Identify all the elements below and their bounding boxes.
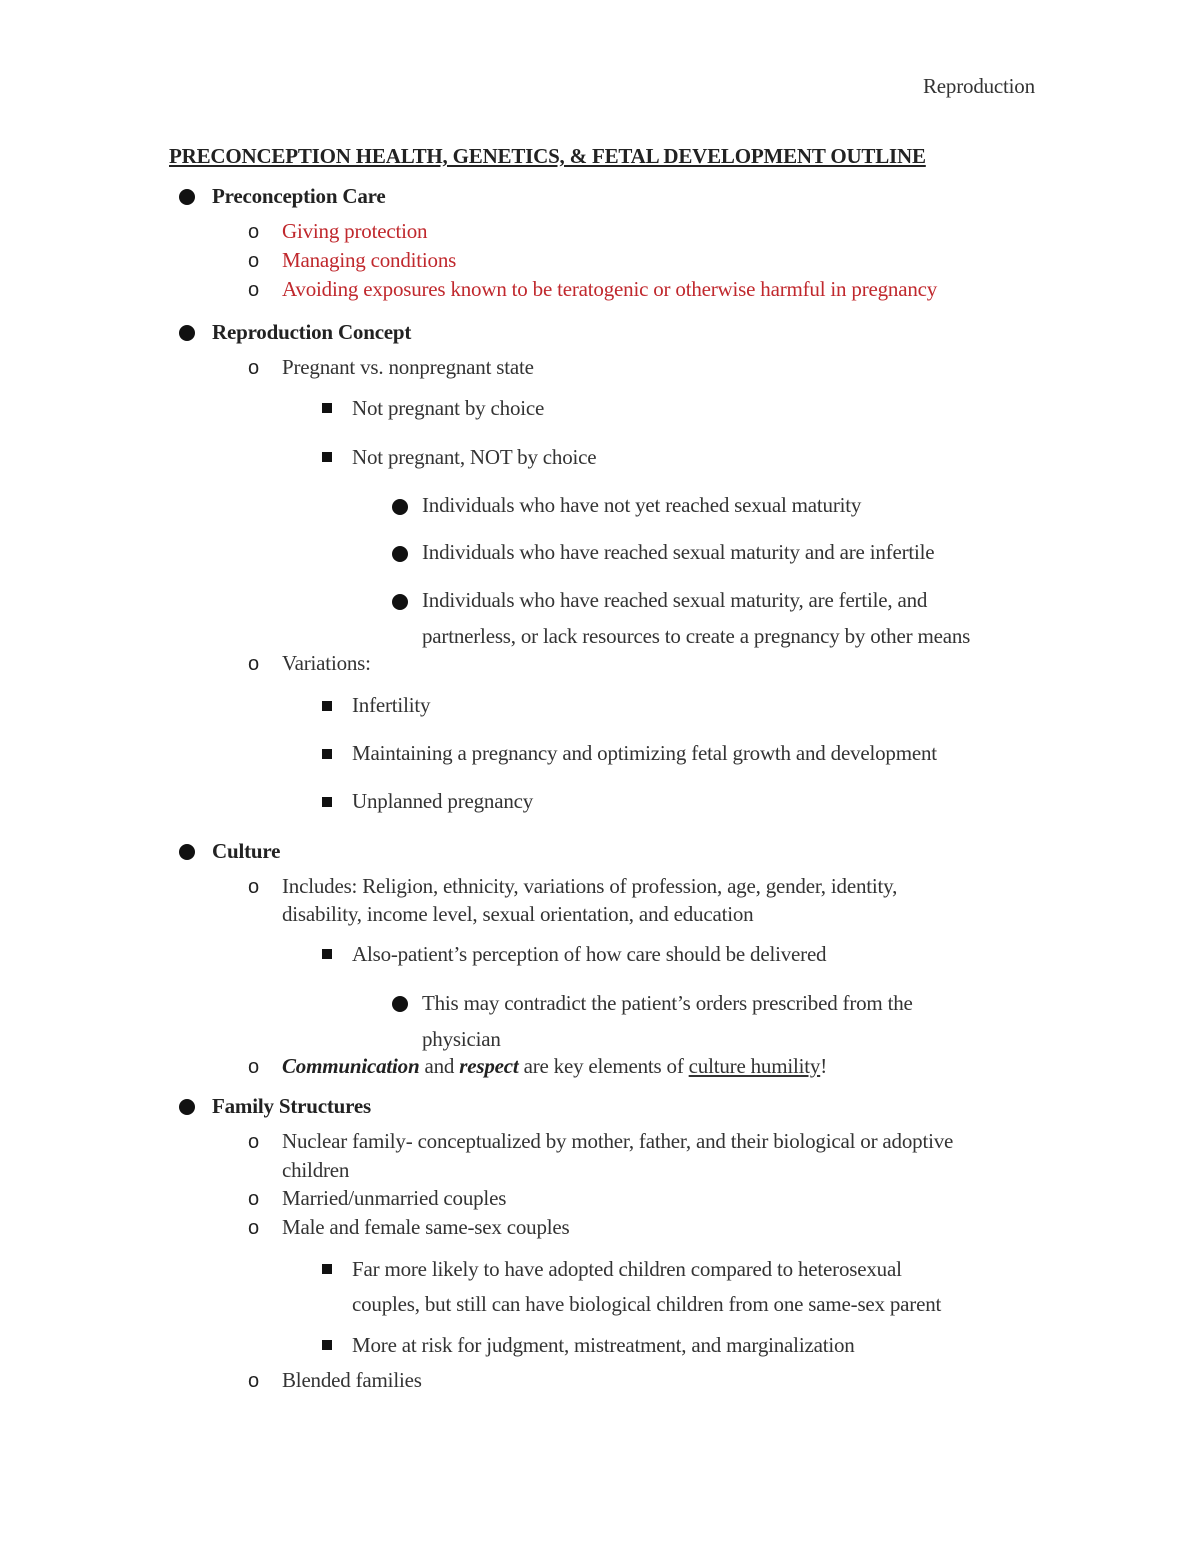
bullet-dot-icon <box>392 499 408 515</box>
circle-bullet-icon: o <box>248 876 260 898</box>
list-item: Individuals who have reached sexual maturity, are fertile, and <box>422 588 928 612</box>
bullet-dot-icon <box>179 844 195 860</box>
list-item: Unplanned pregnancy <box>352 789 534 813</box>
circle-bullet-icon: o <box>248 1131 260 1153</box>
list-item: Giving protection <box>282 219 428 243</box>
emphasis-respect: respect <box>459 1054 519 1078</box>
section-heading-reproduction-concept: Reproduction Concept <box>212 320 412 344</box>
circle-bullet-icon: o <box>248 653 260 675</box>
circle-bullet-icon: o <box>248 221 260 243</box>
list-item: Married/unmarried couples <box>282 1186 507 1210</box>
bullet-dot-icon <box>392 546 408 562</box>
emphasis-communication: Communication <box>282 1054 420 1078</box>
list-item: Also-patient’s perception of how care should be delivered <box>352 942 827 966</box>
circle-bullet-icon: o <box>248 1217 260 1239</box>
list-item: Blended families <box>282 1368 422 1392</box>
circle-bullet-icon: o <box>248 250 260 272</box>
list-item: Pregnant vs. nonpregnant state <box>282 355 534 379</box>
list-item: Male and female same-sex couples <box>282 1215 570 1239</box>
circle-bullet-icon: o <box>248 1188 260 1210</box>
list-item-continuation: partnerless, or lack resources to create a pregnancy by other means <box>422 624 971 648</box>
square-bullet-icon <box>322 949 332 959</box>
bullet-dot-icon <box>392 594 408 610</box>
list-item: Not pregnant, NOT by choice <box>352 445 597 469</box>
square-bullet-icon <box>322 452 332 462</box>
underlined-culture-humility: culture humility <box>688 1054 821 1078</box>
square-bullet-icon <box>322 403 332 413</box>
document-title: PRECONCEPTION HEALTH, GENETICS, & FETAL DEVELOPMENT OUTLINE <box>169 144 926 168</box>
text-run: ! <box>820 1054 827 1078</box>
circle-bullet-icon: o <box>248 1056 260 1078</box>
square-bullet-icon <box>322 1340 332 1350</box>
list-item: Individuals who have not yet reached sexual maturity <box>422 493 862 517</box>
list-item: Variations: <box>282 651 371 675</box>
square-bullet-icon <box>322 749 332 759</box>
bullet-dot-icon <box>179 189 195 205</box>
list-item: Managing conditions <box>282 248 457 272</box>
list-item: Maintaining a pregnancy and optimizing fetal growth and development <box>352 741 937 765</box>
bullet-dot-icon <box>392 996 408 1012</box>
text-run: and <box>419 1054 460 1078</box>
list-item: Far more likely to have adopted children compared to heterosexual <box>352 1257 902 1281</box>
list-item-continuation: disability, income level, sexual orientation, and education <box>282 902 754 926</box>
circle-bullet-icon: o <box>248 279 260 301</box>
list-item-continuation: couples, but still can have biological children from one same-sex parent <box>352 1292 942 1316</box>
text-run: are key elements of <box>518 1054 689 1078</box>
section-heading-family-structures: Family Structures <box>212 1094 371 1118</box>
square-bullet-icon <box>322 1264 332 1274</box>
list-item: Not pregnant by choice <box>352 396 545 420</box>
list-item-continuation: children <box>282 1158 350 1182</box>
list-item: Individuals who have reached sexual maturity and are infertile <box>422 540 935 564</box>
square-bullet-icon <box>322 797 332 807</box>
list-item-communication <box>282 1056 827 1077</box>
circle-bullet-icon: o <box>248 357 260 379</box>
list-item: More at risk for judgment, mistreatment, and marginalization <box>352 1333 855 1357</box>
section-heading-preconception-care: Preconception Care <box>212 184 386 208</box>
list-item: Avoiding exposures known to be teratogenic or otherwise harmful in pregnancy <box>282 277 938 301</box>
bullet-dot-icon <box>179 1099 195 1115</box>
list-item: This may contradict the patient’s orders prescribed from the <box>422 991 913 1015</box>
list-item: Infertility <box>352 693 431 717</box>
section-heading-culture: Culture <box>212 839 281 863</box>
bullet-dot-icon <box>179 325 195 341</box>
square-bullet-icon <box>322 701 332 711</box>
list-item: Includes: Religion, ethnicity, variations of profession, age, gender, identity, <box>282 874 898 898</box>
list-item-continuation: physician <box>422 1027 501 1051</box>
list-item: Nuclear family- conceptualized by mother, father, and their biological or adoptive <box>282 1129 954 1153</box>
circle-bullet-icon: o <box>248 1370 260 1392</box>
running-head: Reproduction <box>923 74 1035 98</box>
